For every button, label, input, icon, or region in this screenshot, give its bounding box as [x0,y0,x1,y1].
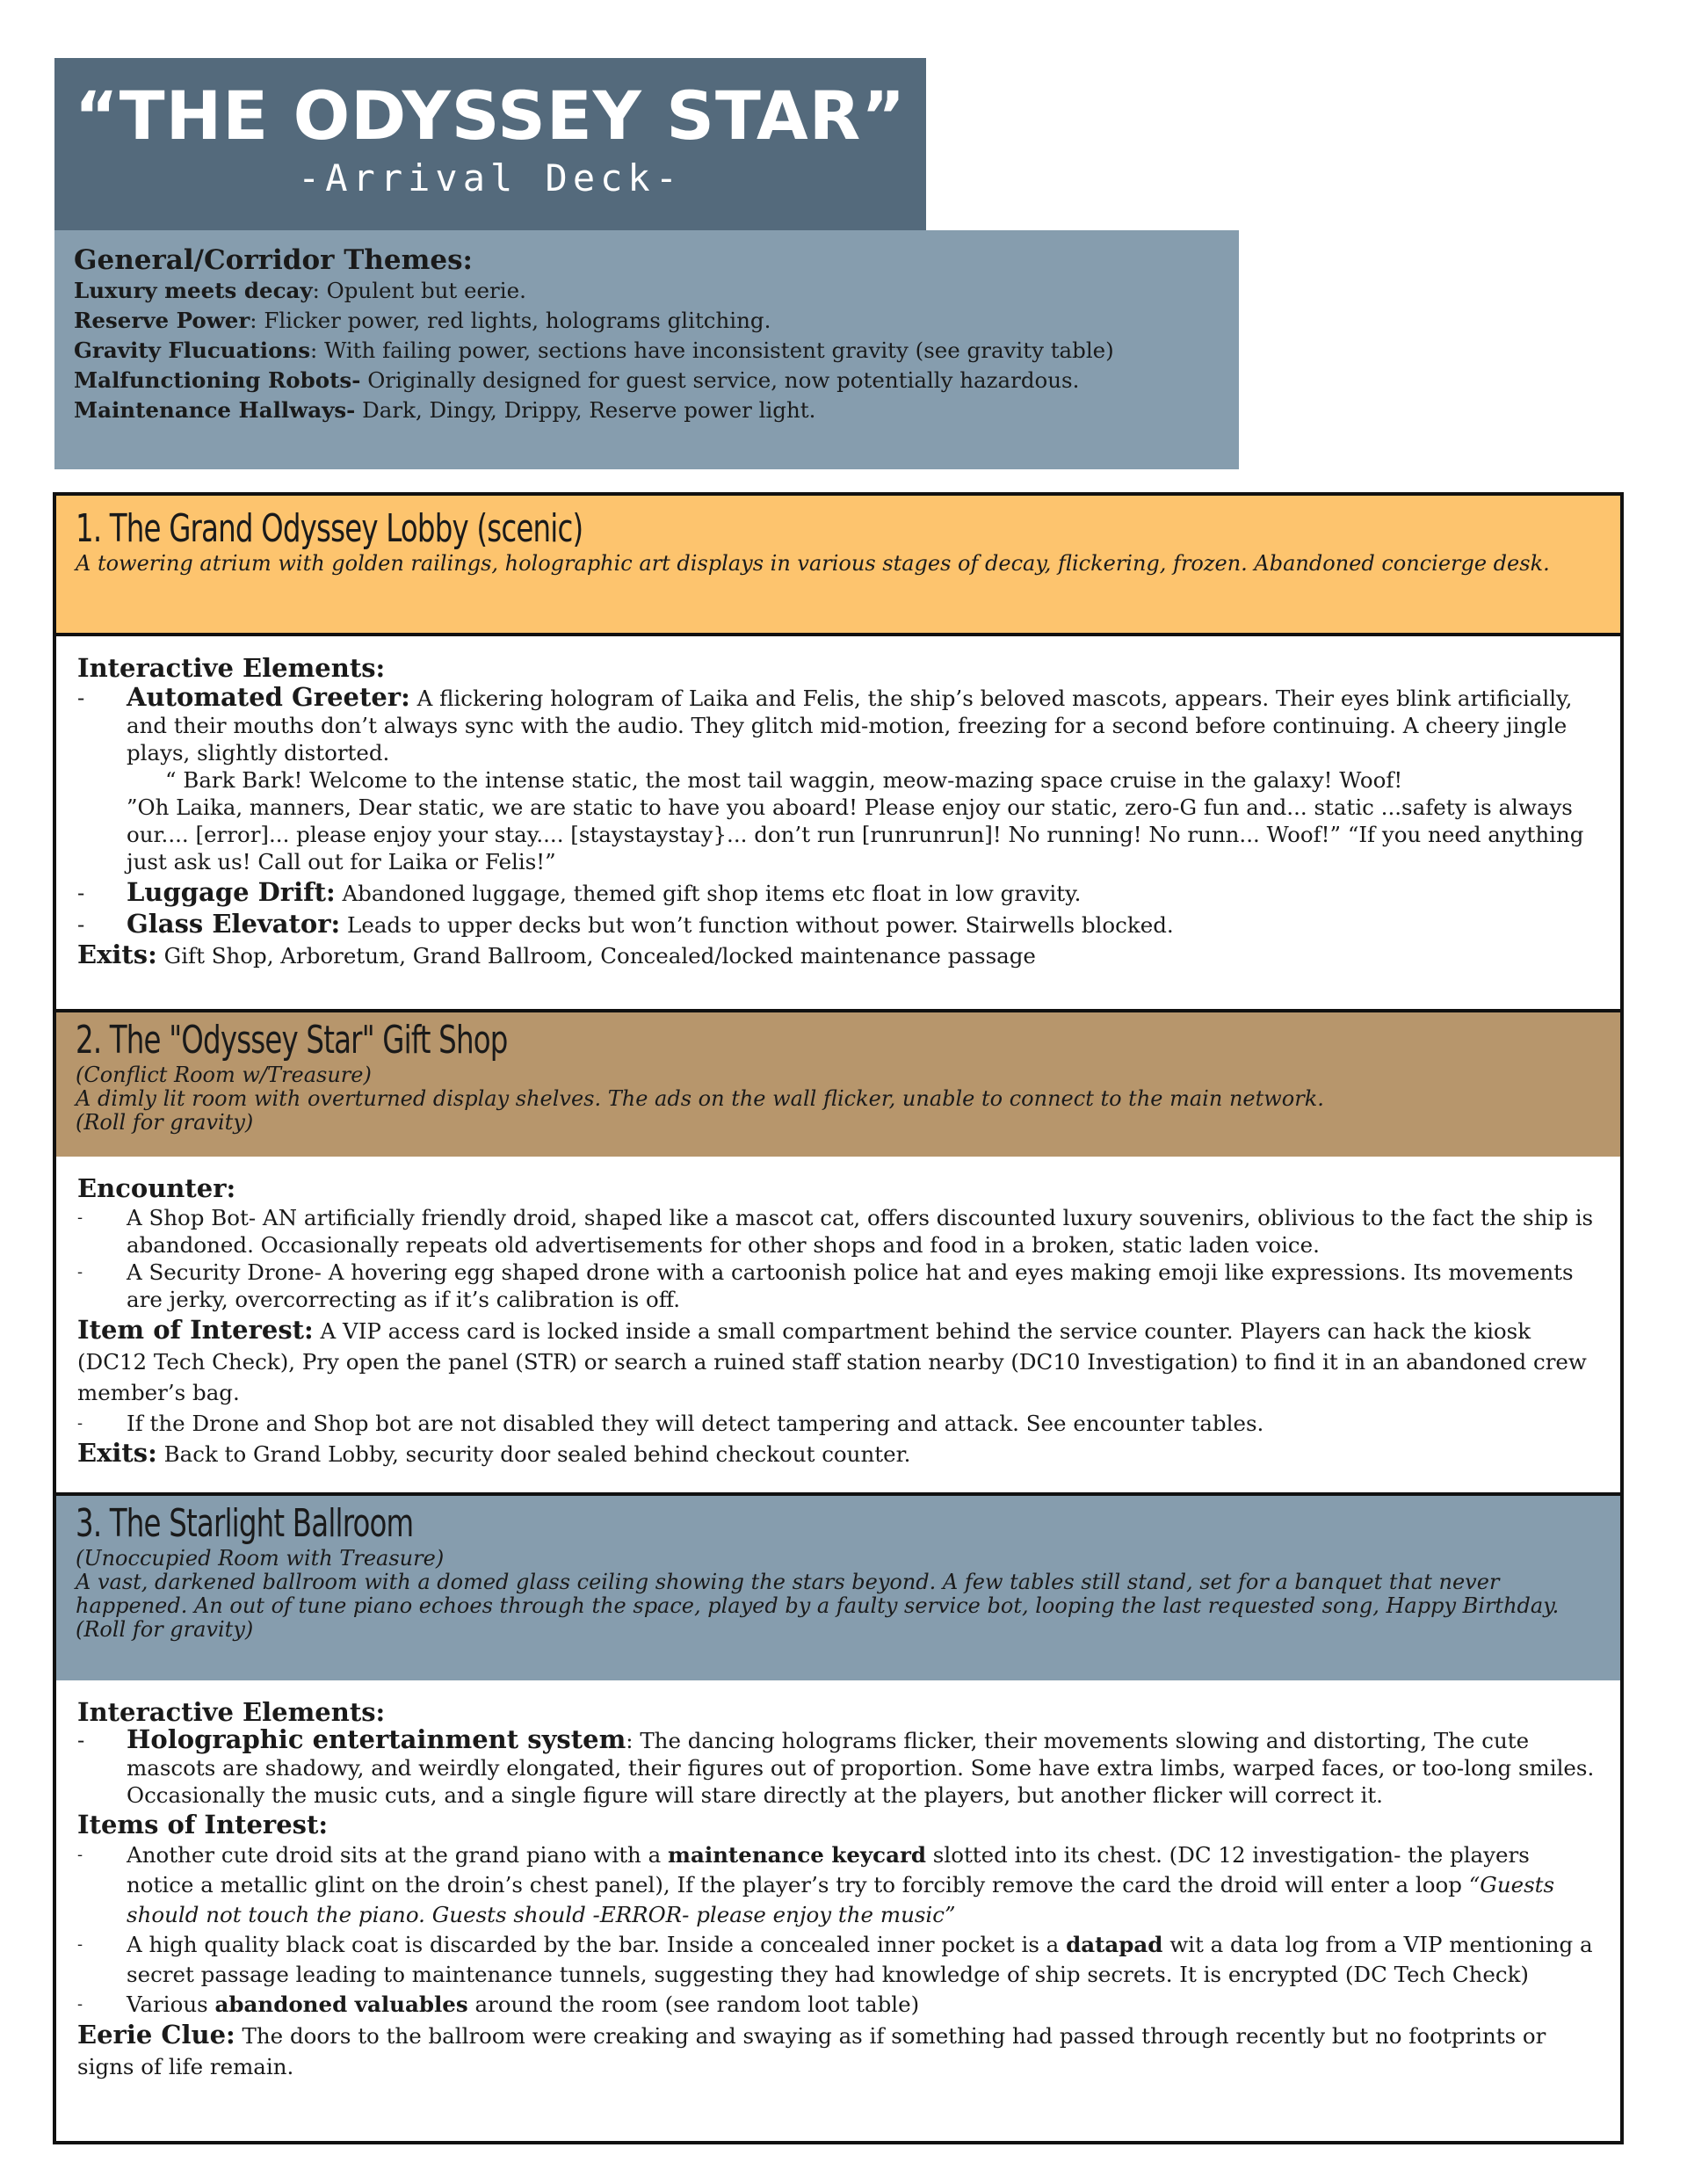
greeter-quote: “ Bark Bark! Welcome to the intense static, the most tail waggin, meow-mazing space cruise in the galaxy! Woof! ”Oh Laika, manners, Dear static, we are static to have you aboard! Please enjoy our static, zero-G fun and... static ...safety is always our.... [error]... please enjoy your stay.... [staystaystay}... don’t run [runrunrun]! No running! No runn... Woof!” “If you need anything just ask us! Call out for Laika or Felis!” [127,767,1584,874]
list-item: - If the Drone and Shop bot are not disabled they will detect tampering and attack. See encounter tables. [77,1411,1264,1436]
section2-header [56,1012,1620,1157]
theme-item: Reserve Power: Flicker power, red lights, holograms glitching. [74,308,771,333]
section2-body [56,1172,1620,1469]
section2-type: (Conflict Room w/Treasure) [76,1063,372,1087]
list-item: - Holographic entertainment system: The dancing holograms flicker, their movements slowing and distorting, The cute mascots are shadowy, and weirdly elongated, their figures out of proportion. Some have extra limbs, warped faces, or too-long smiles. Occasionally the music cuts, and a single figure will stare directly at the players, but another flicker will correct it. [77,1724,1595,1808]
section1-title: 1. The Grand Odyssey Lobby (scenic) [76,506,583,551]
theme-item: Malfunctioning Robots- Originally designed for guest service, now potentially hazardous. [74,367,1080,393]
section3-gravity: (Roll for gravity) [76,1617,254,1642]
section1-exits: Exits: Gift Shop, Arboretum, Grand Ballroom, Concealed/locked maintenance passage [77,940,1036,969]
section3-type: (Unoccupied Room with Treasure) [76,1546,445,1571]
theme-item: Maintenance Hallways- Dark, Dingy, Drippy, Reserve power light. [74,397,816,423]
section1-header [56,496,1620,633]
page-title: “THE ODYSSEY STAR” [74,76,907,155]
section3-title: 3. The Starlight Ballroom [76,1501,414,1546]
section2-gravity: (Roll for gravity) [76,1110,254,1135]
section1-description: A towering atrium with golden railings, holographic art displays in various stages of decay, flickering, frozen. Abandoned concierge desk. [76,551,1550,576]
section3-items-heading: Items of Interest: [77,1810,329,1839]
list-item: - Glass Elevator: Leads to upper decks but won’t function without power. Stairwells blocked. [77,909,1174,939]
divider [56,633,1620,636]
list-item: - A Shop Bot- AN artificially friendly droid, shaped like a mascot cat, offers discounted luxury souvenirs, oblivious to the fact the ship is abandoned. Occasionally repeats old advertisements for other shops and food in a broken, static laden voice. [77,1205,1594,1258]
section1-body [56,652,1620,970]
title-banner [54,58,926,230]
section1-interactive-heading: Interactive Elements: [77,653,386,683]
section2-item-of-interest: Item of Interest: A VIP access card is locked inside a small compartment behind the service counter. Players can hack the kiosk (DC12 Tech Check), Pry open the panel (STR) or search a ruined staff station nearby (DC10 Investigation) to find it in an abandoned crew member’s bag. [77,1315,1587,1405]
section2-encounter-heading: Encounter: [77,1173,236,1203]
section3-body [56,1698,1620,2082]
list-item: - A high quality black coat is discarded by the bar. Inside a concealed inner pocket is a datapad wit a data log from a VIP mentioning a secret passage leading to maintenance tunnels, suggesting they had knowledge of ship secrets. It is encrypted (DC Tech Check) [77,1932,1593,1987]
list-item: - Luggage Drift: Abandoned luggage, themed gift shop items etc float in low gravity. [77,877,1082,907]
section2-description: A dimly lit room with overturned display shelves. The ads on the wall flicker, unable to connect to the main network. [76,1086,1324,1111]
list-item: - Automated Greeter: A flickering hologram of Laika and Felis, the ship’s beloved mascots, appears. Their eyes blink artificially, and their mouths don’t always sync with the audio. They glitch mid-motion, freezing for a second before continuing. A cheery jingle plays, slightly distorted. [77,682,1573,765]
section3-interactive-heading: Interactive Elements: [77,1697,386,1727]
section3-header [56,1496,1620,1680]
list-item: - Various abandoned valuables around the room (see random loot table) [77,1992,920,2017]
section3-eerie-clue: Eerie Clue: The doors to the ballroom were creaking and swaying as if something had passed through recently but no footprints or signs of life remain. [77,2020,1546,2079]
themes-panel [54,230,1239,469]
list-item: - A Security Drone- A hovering egg shaped drone with a cartoonish police hat and eyes making emoji like expressions. Its movements are jerky, overcorrecting as if it’s calibration is off. [77,1259,1574,1312]
list-item: - Another cute droid sits at the grand piano with a maintenance keycard slotted into its chest. (DC 12 investigation- the players notice a metallic glint on the droin’s chest panel), If the player’s try to forcibly remove the card the droid will enter a loop “Guests should not touch the piano. Guests should -ERROR- please enjoy the music” [77,1842,1555,1927]
section2-title: 2. The "Odyssey Star" Gift Shop [76,1018,508,1063]
page-subtitle: -Arrival Deck- [297,156,683,200]
section2-exits: Exits: Back to Grand Lobby, security door sealed behind checkout counter. [77,1438,911,1468]
rooms-card [53,492,1624,2144]
themes-heading: General/Corridor Themes: [74,244,473,276]
section3-description: A vast, darkened ballroom with a domed glass ceiling showing the stars beyond. A few tables still stand, set for a banquet that never happened. An out of tune piano echoes through the space, played by a faulty service bot, looping the last requested song, Happy Birthday. [76,1570,1560,1618]
theme-item: Luxury meets decay: Opulent but eerie. [74,278,526,303]
theme-item: Gravity Flucuations: With failing power, sections have inconsistent gravity (see gravity table) [74,337,1114,363]
